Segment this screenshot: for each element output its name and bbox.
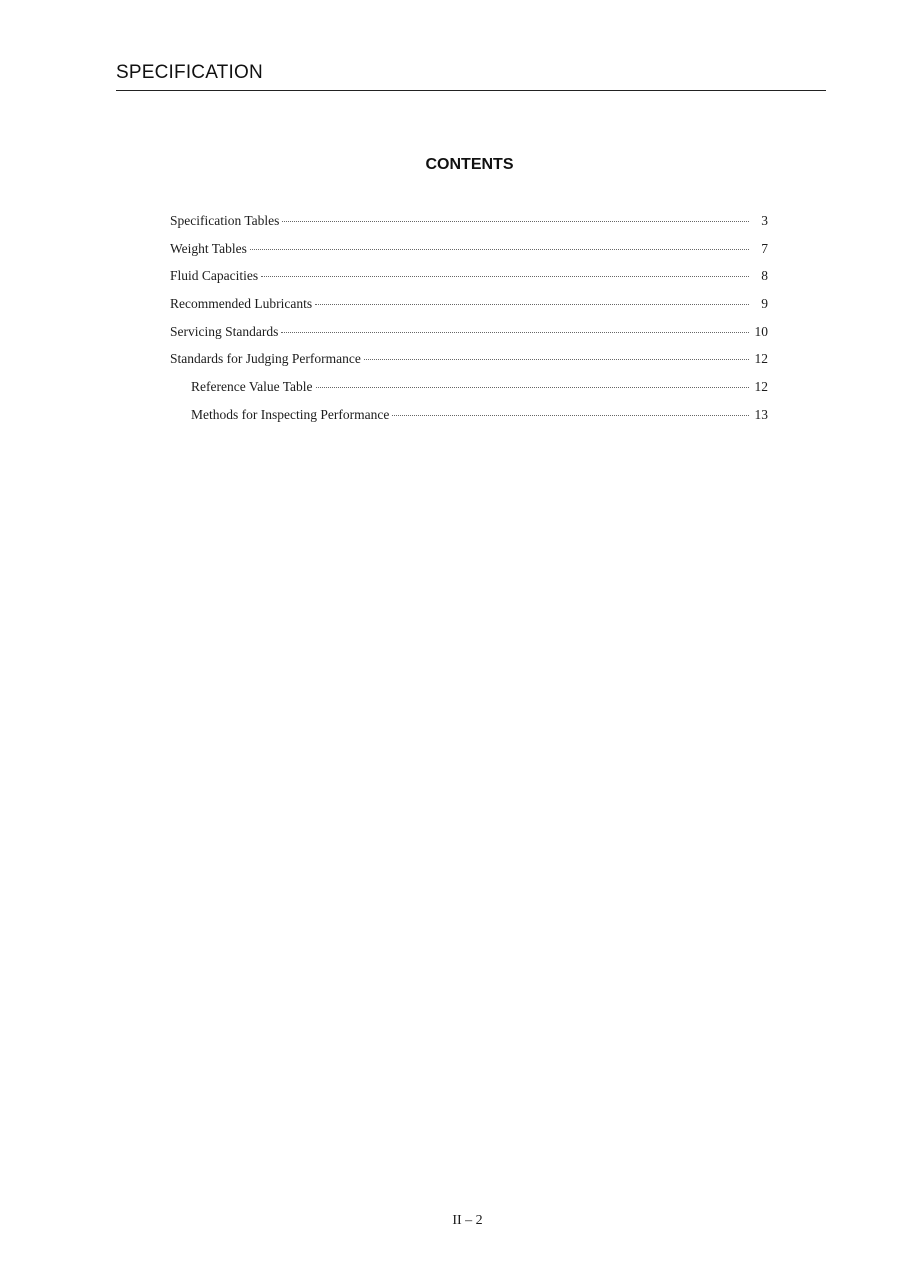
toc-dot-leader <box>316 387 750 388</box>
toc-entry-label: Reference Value Table <box>191 379 313 395</box>
toc-entry-label: Specification Tables <box>170 213 280 228</box>
toc-dot-leader <box>315 304 749 305</box>
toc-entry-page: 9 <box>761 296 768 312</box>
toc-entry-weight-tables[interactable] <box>170 241 768 269</box>
header-rule <box>116 90 826 91</box>
toc-dot-leader <box>364 359 749 360</box>
toc-entry-page: 12 <box>754 379 768 395</box>
contents-title: CONTENTS <box>425 156 514 173</box>
toc-dot-leader <box>281 332 749 333</box>
toc-entry-page: 3 <box>761 213 768 228</box>
toc-entry-standards-for-judging-performance[interactable] <box>170 351 768 379</box>
toc-entry-recommended-lubricants[interactable] <box>170 296 768 324</box>
toc-entry-page: 12 <box>754 351 768 367</box>
toc-dot-leader <box>261 276 749 277</box>
toc-dot-leader <box>392 415 749 416</box>
toc-entry-label: Recommended Lubricants <box>170 296 313 312</box>
toc-entry-page: 8 <box>761 268 768 284</box>
section-header-title: SPECIFICATION <box>116 62 263 83</box>
toc-entry-label: Weight Tables <box>170 240 247 256</box>
toc-entry-page: 7 <box>761 240 768 256</box>
toc-entry-specification-tables[interactable] <box>170 213 768 241</box>
table-of-contents <box>170 213 768 435</box>
toc-dot-leader <box>282 221 749 222</box>
toc-entry-servicing-standards[interactable] <box>170 324 768 352</box>
page-number: II – 2 <box>452 1213 483 1228</box>
toc-dot-leader <box>250 249 749 250</box>
toc-entry-methods-for-inspecting-performance[interactable] <box>170 407 768 435</box>
toc-entry-reference-value-table[interactable] <box>170 379 768 407</box>
toc-entry-label: Servicing Standards <box>170 323 279 339</box>
toc-entry-label: Fluid Capacities <box>170 268 259 284</box>
toc-entry-fluid-capacities[interactable] <box>170 268 768 296</box>
toc-entry-page: 10 <box>754 323 768 339</box>
toc-entry-label: Standards for Judging Performance <box>170 351 361 367</box>
toc-entry-label: Methods for Inspecting Performance <box>191 406 390 422</box>
toc-entry-page: 13 <box>754 406 768 422</box>
